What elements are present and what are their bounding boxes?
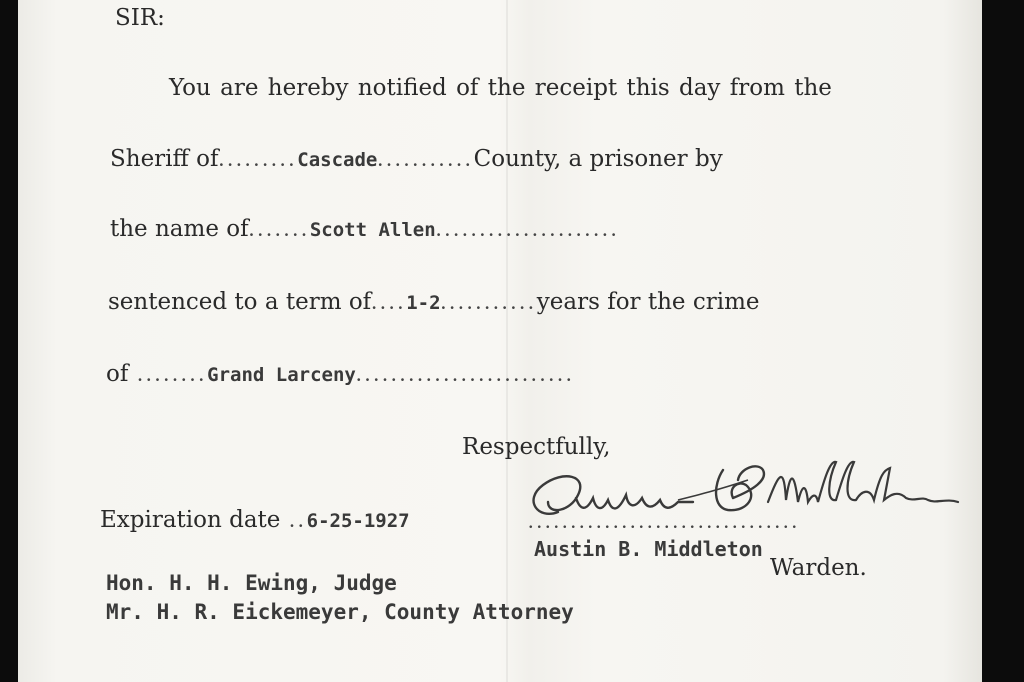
- salutation: SIR:: [115, 5, 165, 31]
- signature-typed-name: Austin B. Middleton: [534, 537, 763, 561]
- county-value: Cascade: [297, 149, 378, 171]
- term-line: [108, 289, 760, 315]
- fold-crease: [506, 0, 508, 682]
- document-page: [18, 0, 982, 682]
- dots: ...........: [377, 146, 474, 171]
- dots: ....: [371, 289, 407, 314]
- dots: ...........: [440, 289, 537, 314]
- expiration-value: 6-25-1927: [306, 510, 410, 532]
- crime-value: Grand Larceny: [207, 364, 356, 386]
- term-suffix: years for the crime: [536, 289, 760, 315]
- sheriff-line: [110, 146, 723, 172]
- name-prefix: the name of: [110, 216, 249, 242]
- dots: .........: [218, 146, 298, 171]
- county-suffix: County, a prisoner by: [473, 146, 723, 172]
- cc-line-2: Mr. H. R. Eickemeyer, County Attorney: [106, 600, 574, 624]
- signature-dotted-line: ................................: [528, 508, 800, 533]
- dots: .......: [248, 216, 310, 241]
- body-line-1: You are hereby notified of the receipt this day from the: [169, 75, 832, 101]
- dots: .........................: [355, 361, 575, 386]
- closing: Respectfully,: [462, 434, 611, 460]
- sheriff-prefix: Sheriff of: [110, 146, 219, 172]
- dots: .....................: [435, 216, 620, 241]
- dots: ..: [280, 507, 307, 532]
- cc-line-1: Hon. H. H. Ewing, Judge: [106, 571, 397, 595]
- name-line: [110, 216, 619, 242]
- warden-title: Warden.: [770, 555, 867, 581]
- term-prefix: sentenced to a term of: [108, 289, 372, 315]
- crime-prefix: of: [106, 361, 129, 387]
- prisoner-name: Scott Allen: [309, 219, 436, 241]
- term-value: 1-2: [406, 292, 441, 314]
- expiration-label: Expiration date: [100, 507, 281, 533]
- expiration-line: [100, 507, 410, 533]
- crime-line: [106, 361, 575, 387]
- dots: ........: [128, 361, 208, 386]
